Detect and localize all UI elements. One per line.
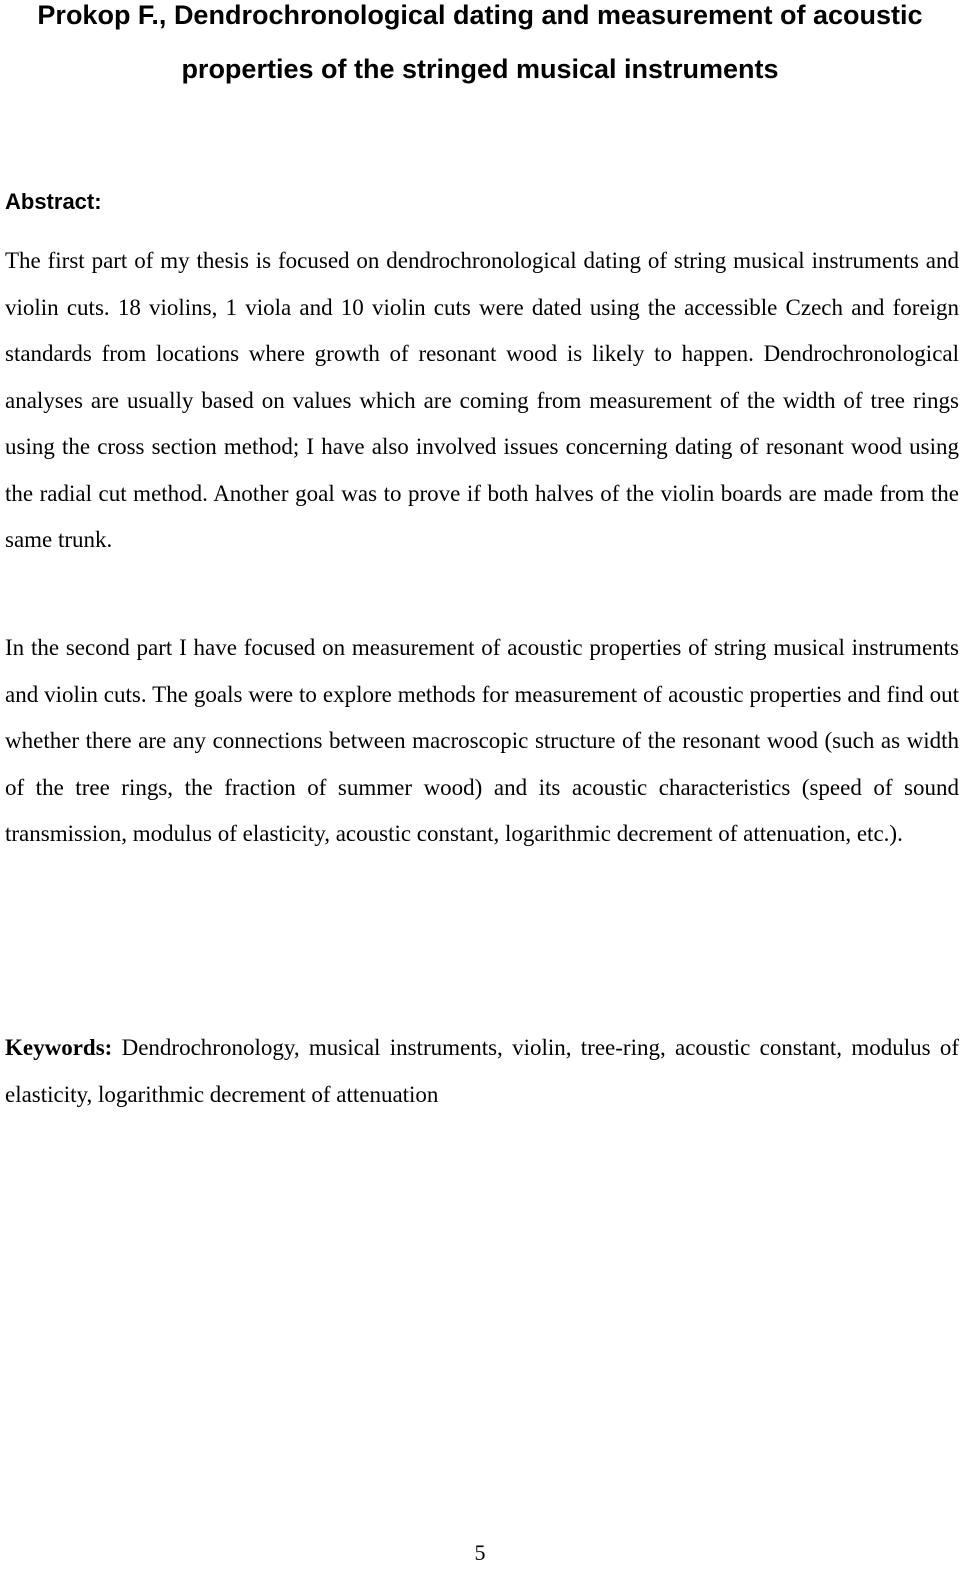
keywords-text: Dendrochronology, musical instruments, violin, tree-ring, acoustic constant, modulus of elasticity, logarithmic decrement of attenuation xyxy=(5,1035,959,1107)
page-number: 5 xyxy=(474,1540,486,1565)
title-line-2: properties of the stringed musical instruments xyxy=(181,54,779,84)
abstract-paragraph-2: In the second part I have focused on measurement of acoustic properties of string musical instruments and violin cuts. The goals were to explore methods for measurement of acoustic properties and find out whether there are any connections between macroscopic structure of the resonant wood (such as width of the tree rings, the fraction of summer wood) and its acoustic characteristics (speed of sound transmission, modulus of elasticity, acoustic constant, logarithmic decrement of attenuation, etc.). xyxy=(5,635,959,846)
abstract-paragraph-1: The first part of my thesis is focused on dendrochronological dating of string musical instruments and violin cuts. 18 violins, 1 viola and 10 violin cuts were dated using the accessible Czech and foreign standards from locations where growth of resonant wood is likely to happen. Dendrochronological analyses are usually based on values which are coming from measurement of the width of tree rings using the cross section method; I have also involved issues concerning dating of resonant wood using the radial cut method. Another goal was to prove if both halves of the violin boards are made from the same trunk. xyxy=(5,248,959,552)
keywords-section xyxy=(5,1025,959,1118)
keywords-label: Keywords: xyxy=(5,1035,113,1060)
title-line-1: Prokop F., Dendrochronological dating and measurement of acoustic xyxy=(37,0,923,30)
abstract-heading: Abstract: xyxy=(5,189,102,214)
page-title xyxy=(0,0,960,108)
